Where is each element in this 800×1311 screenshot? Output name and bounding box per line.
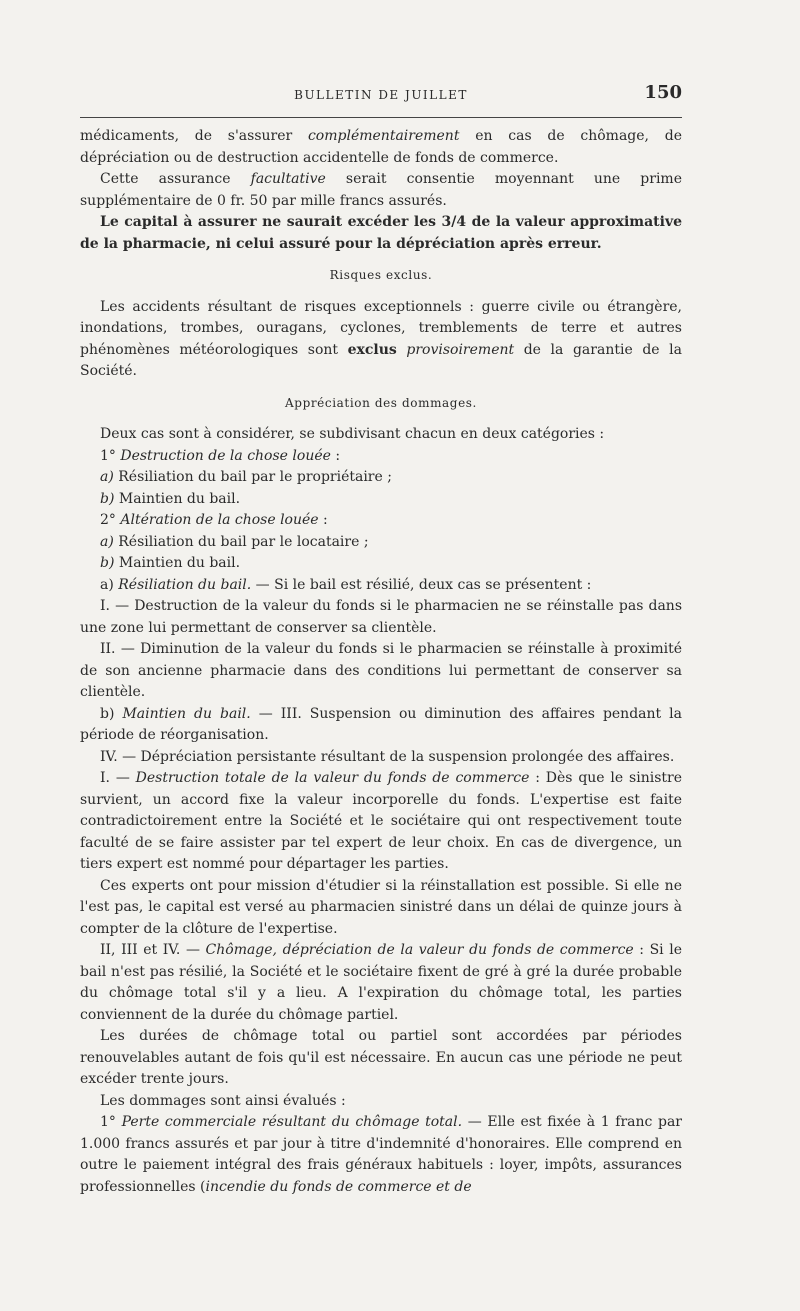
text-run: exclus [347,341,397,358]
paragraph [80,510,682,532]
paragraph [80,596,682,639]
text-run: 1° [100,1114,122,1130]
text-run: 2° [100,512,121,528]
text-run: Maintien du bail. [118,490,241,507]
paragraph [80,747,682,769]
text-run: I. — Destruction de la valeur du fonds si le pharmacien ne se réinstalle pas dans une zone lui permettant de conserver sa clientèle. [80,598,682,636]
paragraph [80,1026,682,1091]
paragraph [80,704,682,747]
text-run: facultative [250,171,326,187]
text-run: Les accidents résultant de risques exceptionnels : guerre civile ou étrangère, inondations, trombes, ouragans, cyclones, tremblements de terre et autres phénomènes météorologiques sont [80,298,682,358]
text-run: a) [100,576,119,593]
paragraph [80,212,682,255]
paragraph [80,297,682,383]
paragraph [80,424,682,446]
page-number: 150 [644,82,682,103]
paragraph [80,876,682,941]
text-run: : Dès que le sinistre survient, un accord fixe la valeur incorporelle du fonds. L'expertise est faite contradictoirement entre la Société et le sociétaire qui ont respectivement toute faculté de se faire assister par tel expert de leur choix. En cas de divergence, un tiers expert est nommé pour départager les parties. [80,770,682,872]
text-run: b) [100,705,123,722]
text-run: Les dommages sont ainsi évalués : [100,1092,346,1109]
paragraph [80,768,682,876]
text-run: complémentairement [307,128,460,144]
text-run [397,342,407,358]
text-run: Destruction totale de la valeur du fonds de commerce [135,770,530,786]
text-run: 1° [100,447,121,464]
text-run: : [318,512,328,528]
text-run: Maintien du bail. [118,555,241,571]
text-run: Altération de la chose louée [120,512,319,528]
text-run: b) [100,490,119,507]
text-run: — III. Suspension ou diminution des affaires pendant la période de réorganisation. [80,705,682,743]
text-run: Appréciation des dommages. [285,395,477,410]
text-run: II. — Diminution de la valeur du fonds si le pharmacien se réinstalle à proximité de son ancienne pharmacie dans des conditions lui permettant de conserver sa clientèle. [80,641,682,700]
running-header [80,82,682,108]
section-heading [80,265,682,287]
text-run: Les durées de chômage total ou partiel sont accordées par périodes renouvelables autant de fois qu'il est nécessaire. En aucun cas une période ne peut excéder trente jours. [80,1028,682,1087]
paragraph [80,575,682,597]
paragraph [80,446,682,468]
text-run: : Si le bail n'est pas résilié, la Société et le sociétaire fixent de gré à gré la durée probable du chômage total s'il y a lieu. A l'expiration du chômage total, les parties conviennent de la durée du chômage partiel. [80,942,682,1023]
text-run: — Elle est fixée à 1 franc par 1.000 francs assurés et par jour à titre d'indemnité d'honoraires. Elle comprend en outre le paiement intégral des frais généraux habituels : loyer, impôts, assurances professionnelles ( [80,1114,682,1195]
text-run: Chômage, dépréciation de la valeur du fonds de commerce [205,942,634,958]
paragraph [80,940,682,1026]
section-heading [80,393,682,415]
text-run: Résiliation du bail. [118,576,252,593]
text-run: incendie du fonds de commerce et de [205,1178,472,1195]
text-run: Risques exclus. [329,268,433,282]
text-run: Le capital à assurer ne saurait excéder les 3/4 de la valeur approximative de la pharmacie, ni celui assuré pour la dépréciation après erreur. [80,214,682,252]
paragraph [80,489,682,511]
text-run: a) [100,533,119,550]
text-run: a) [100,469,119,485]
text-run: Deux cas sont à considérer, se subdivisant chacun en deux catégories : [100,426,605,442]
text-run: II, III et IV. — [100,942,206,958]
text-run: de la garantie de la Société. [80,341,682,379]
text-run: Destruction de la chose louée [120,447,331,464]
text-run: Ces experts ont pour mission d'étudier si la réinstallation est possible. Si elle ne l'est pas, le capital est versé au pharmacien sinistré dans un délai de quinze jours à compter de la clôture de l'expertise. [80,877,682,937]
text-run: serait consentie moyennant une prime supplémentaire de 0 fr. 50 par mille francs assurés. [80,171,682,209]
paragraph [80,169,682,212]
text-run: : [330,447,341,464]
text-run: en cas de chômage, de dépréciation ou de destruction accidentelle de fonds de commerce. [80,128,682,166]
text-run: I. — [100,770,136,786]
header-title: BULLETIN DE JUILLET [294,88,468,102]
text-run: IV. — Dépréciation persistante résultant de la suspension prolongée des affaires. [100,748,675,765]
text-run: — Si le bail est résilié, deux cas se présentent : [251,576,592,593]
text-run: Résiliation du bail par le locataire ; [118,533,369,550]
text-run: Perte commerciale résultant du chômage total. [121,1114,463,1130]
header-rule [80,117,682,118]
paragraph [80,639,682,704]
text-run: b) [100,555,119,571]
paragraph [80,1112,682,1198]
paragraph [80,126,682,169]
text-run: Cette assurance [100,171,251,187]
paragraph [80,467,682,489]
body-text [80,126,682,1198]
paragraph [80,532,682,554]
text-run: Maintien du bail. [122,705,251,722]
paragraph [80,553,682,575]
paragraph [80,1091,682,1113]
text-run: médicaments, de s'assurer [80,128,308,144]
text-run: Résiliation du bail par le propriétaire ; [118,469,392,485]
text-run: provisoirement [406,341,515,358]
